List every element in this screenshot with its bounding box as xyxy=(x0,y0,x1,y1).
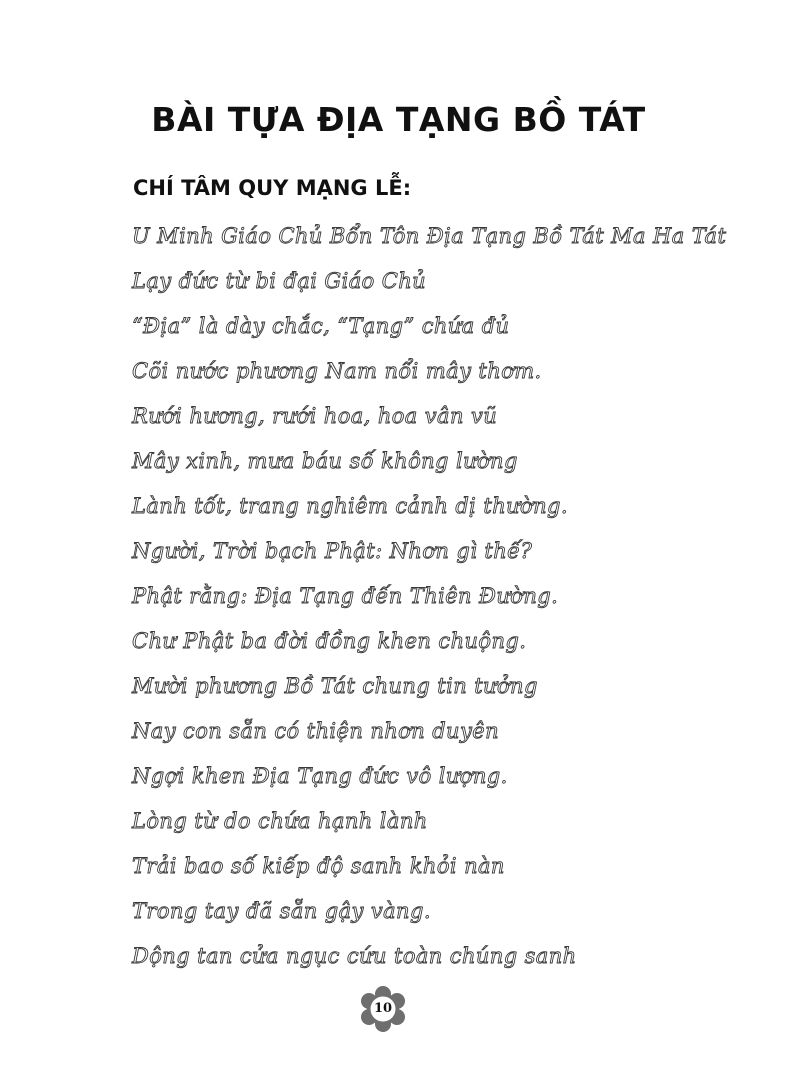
verse-line: Phật rằng: Địa Tạng đến Thiên Đường. xyxy=(132,584,559,608)
verse-line: Lạy đức từ bi đại Giáo Chủ xyxy=(132,269,427,293)
verse-line: Cõi nước phương Nam nổi mây thơm. xyxy=(132,359,542,383)
verse-line: Ngợi khen Địa Tạng đức vô lượng. xyxy=(132,764,508,788)
verse-line: Nay con sẵn có thiện nhơn duyên xyxy=(132,719,500,743)
page-title: BÀI TỰA ĐỊA TẠNG BỒ TÁT xyxy=(151,100,646,139)
verse-line: Rưới hương, rưới hoa, hoa vân vũ xyxy=(132,404,498,428)
verse-line: U Minh Giáo Chủ Bổn Tôn Địa Tạng Bồ Tát Ma Ha Tát xyxy=(132,224,727,248)
verse-line: Mười phương Bồ Tát chung tin tưởng xyxy=(132,674,538,698)
verse-line: Lành tốt, trang nghiêm cảnh dị thường. xyxy=(132,494,568,518)
verse-line: Lòng từ do chứa hạnh lành xyxy=(132,809,428,833)
verse-line: Dộng tan cửa ngục cứu toàn chúng sanh xyxy=(132,944,577,968)
verse-list xyxy=(132,214,726,979)
verse-line: Trải bao số kiếp độ sanh khỏi nàn xyxy=(132,854,505,878)
verse-line: Chư Phật ba đời đồng khen chuộng. xyxy=(132,629,527,653)
page-number: 10 xyxy=(373,1001,393,1016)
section-subtitle: CHÍ TÂM QUY MẠNG LỄ: xyxy=(133,176,412,200)
verse-line: “Địa” là dày chắc, “Tạng” chứa đủ xyxy=(132,314,510,338)
verse-line: Mây xinh, mưa báu số không lường xyxy=(132,449,518,473)
verse-line: Trong tay đã sẵn gậy vàng. xyxy=(132,899,431,923)
verse-line: Người, Trời bạch Phật: Nhơn gì thế? xyxy=(132,539,533,563)
page-number-badge xyxy=(357,986,409,1032)
